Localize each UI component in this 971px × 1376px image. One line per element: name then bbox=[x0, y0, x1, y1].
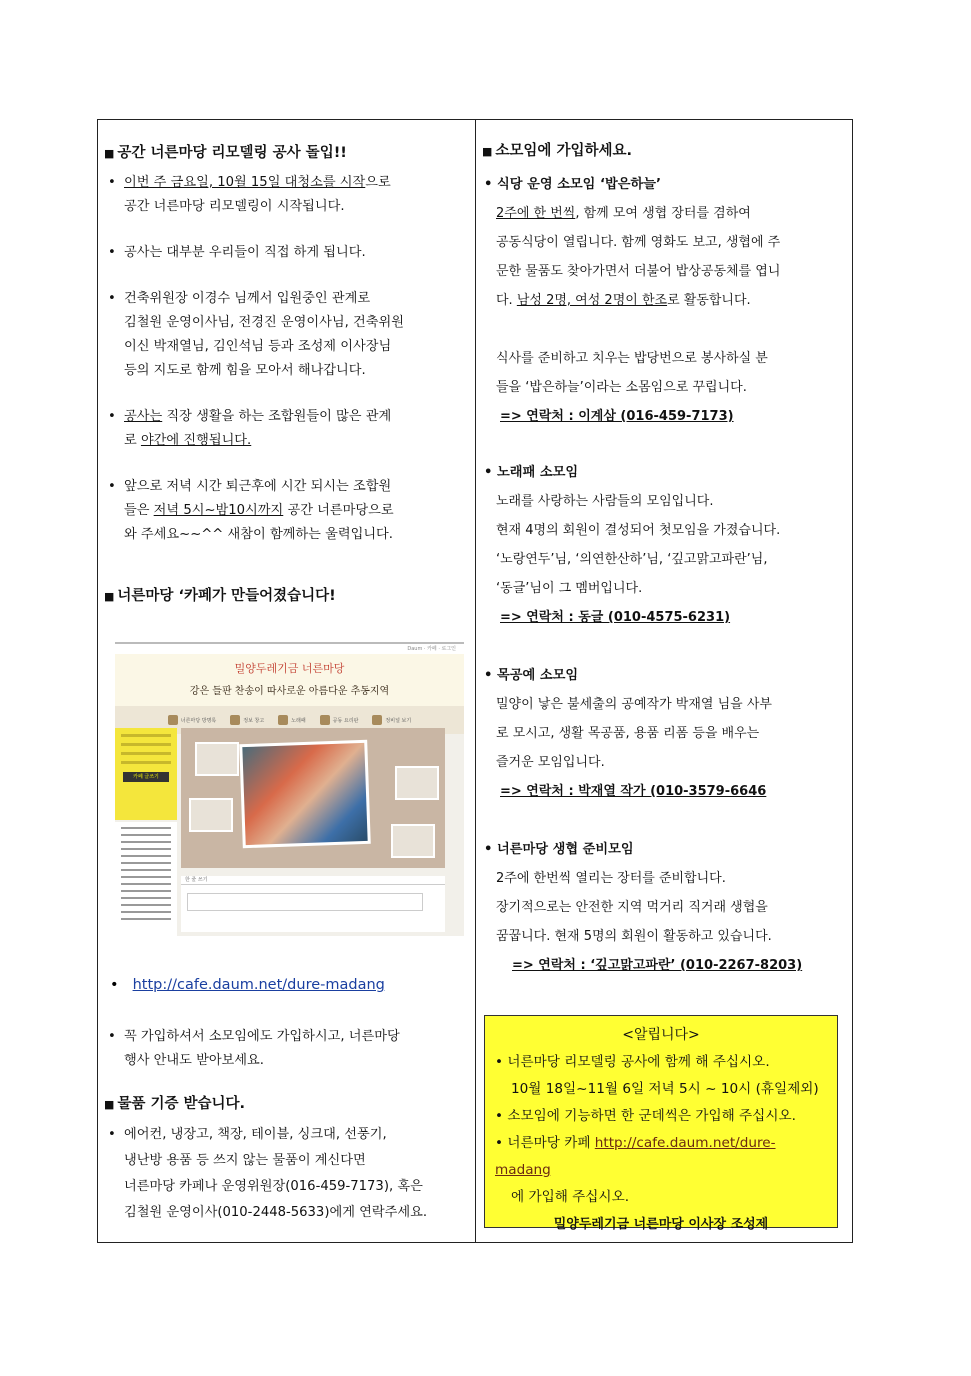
list-item: • 공사는 직장 생활을 하는 조합원들이 많은 관계 로 야간에 진행됩니다. bbox=[108, 409, 392, 448]
oneline-input[interactable] bbox=[187, 893, 423, 911]
contact-woodcraft: => 연락처 : 박재열 작가 (010-3579-6646 bbox=[500, 784, 767, 799]
cafe-menu-item[interactable]: 너른마당 방명록 bbox=[168, 715, 216, 725]
contact-dining: => 연락처 : 이계삼 (016-459-7173) bbox=[500, 409, 734, 424]
right-column bbox=[482, 136, 846, 980]
menu-icon bbox=[278, 715, 288, 725]
collage-photo bbox=[189, 798, 233, 832]
notice-cafe-link[interactable]: http://cafe.daum.net/dure-madang bbox=[495, 1135, 776, 1178]
menu-icon bbox=[168, 715, 178, 725]
notice-item: • 소모임에 기능하면 한 군데씩은 가입해 주십시오. bbox=[495, 1108, 796, 1124]
section-title-remodeling: ■ 공간 너른마당 리모델링 공사 돌입!! bbox=[104, 145, 347, 161]
list-item: • 건축위원장 이경수 님께서 입원중인 관계로 김철원 운영이사님, 전경진 운영이사님, 건축위원 이신 박재열님, 김인석님 등과 조성제 이사장님 등의 지도로 함께 힘을 모아서 해나갑니다. bbox=[108, 291, 404, 378]
notice-item: • 너른마당 리모델링 공사에 함께 해 주십시오. bbox=[495, 1054, 770, 1070]
group-desc: 2주에 한번씩 열리는 장터를 준비합니다. 장기적으로는 안전한 지역 먹거리 직거래 생협을 꿈꿉니다. 현재 5명의 회원이 활동하고 있습니다. bbox=[496, 871, 772, 944]
cafe-profile-panel bbox=[115, 728, 177, 820]
cafe-menu-item[interactable]: 노래패 bbox=[278, 715, 306, 725]
cafe-link-item: • http://cafe.daum.net/dure-madang bbox=[110, 977, 385, 993]
menu-icon bbox=[320, 715, 330, 725]
notice-item: • 너른마당 카페 http://cafe.daum.net/dure-madang bbox=[495, 1135, 776, 1178]
collage-photo bbox=[391, 824, 435, 858]
cafe-menu-item[interactable]: 정보 창고 bbox=[230, 715, 264, 725]
notice-title: <알립니다> bbox=[622, 1027, 700, 1043]
left-column bbox=[104, 136, 468, 608]
cafe-menu-item[interactable]: 공동 요리판 bbox=[320, 715, 359, 725]
cafe-menu-item[interactable]: 정비널 보기 bbox=[372, 715, 411, 725]
left-column-lower bbox=[104, 1025, 468, 1226]
collage-photo bbox=[195, 742, 239, 776]
menu-icon bbox=[372, 715, 382, 725]
group-desc: 식사를 준비하고 치우는 밥당번으로 봉사하실 분 들을 ‘밥은하늘’이라는 소몸임으로 꾸립니다. bbox=[496, 351, 768, 395]
cafe-link[interactable]: http://cafe.daum.net/dure-madang bbox=[132, 977, 385, 993]
section-title-groups: ■ 소모임에 가입하세요. bbox=[482, 143, 633, 159]
cafe-board-list bbox=[115, 822, 177, 936]
notice-item-detail: 10월 18일~11월 6일 저녁 5시 ~ 10시 (휴일제외) bbox=[511, 1081, 819, 1097]
list-item: • 이번 주 금요일, 10월 15일 대청소를 시작으로 공간 너른마당 리모델링이 시작됩니다. bbox=[108, 175, 391, 214]
cafe-slogan: 강은 들판 찬송이 따사로운 아름다운 추동지역 bbox=[189, 686, 390, 697]
notice-signature: 밀양두레기금 너른마당 이사장 조성제 bbox=[553, 1217, 769, 1232]
list-item: • 에어컨, 냉장고, 책장, 테이블, 싱크대, 선풍기, 냉난방 용품 등 쓰지 않는 물품이 계신다면 너른마당 카페나 운영위원장(016-459-7173), 혹은 김철원 운영이사(010-2448-5633)에게 연락주세요. bbox=[108, 1127, 428, 1220]
group-title-coop: • 너른마당 생협 준비모임 bbox=[484, 842, 634, 857]
contact-coop: => 연락처 : ‘깊고맑고파란’ (010-2267-8203) bbox=[512, 958, 803, 973]
group-title-woodcraft: • 목공예 소모임 bbox=[484, 668, 579, 683]
contact-singing: => 연락처 : 동글 (010-4575-6231) bbox=[500, 610, 731, 625]
cafe-screenshot bbox=[115, 642, 464, 936]
notice-item-detail: 에 가입해 주십시오. bbox=[511, 1189, 630, 1205]
collage-photo bbox=[395, 766, 439, 800]
cafe-banner bbox=[115, 654, 464, 706]
group-title-singing: • 노래패 소모임 bbox=[484, 465, 579, 480]
column-divider bbox=[475, 119, 476, 1243]
group-desc: 노래를 사랑하는 사람들의 모임입니다. 현재 4명의 회원이 결성되어 첫모임을 가졌습니다. ‘노랑연두’님, ‘의연한산하’님, ‘깊고맑고파란’님, ‘동글’님이 그 멤버입니다. bbox=[496, 494, 781, 596]
cafe-photo-collage bbox=[181, 728, 445, 868]
group-desc: 밀양이 낳은 불세출의 공예작가 박재열 님을 사부 로 모시고, 생활 목공품, 용품 리폼 등을 배우는 즐거운 모임입니다. bbox=[496, 697, 772, 770]
list-item: • 앞으로 저녁 시간 퇴근후에 시간 되시는 조합원 들은 저녁 5시~밤10시까지 공간 너른마당으로 와 주세요~~^^ 새참이 함께하는 울력입니다. bbox=[108, 479, 394, 542]
board-label: 한 줄 쓰기 bbox=[181, 876, 445, 885]
list-item: • 꼭 가입하셔서 소모임에도 가입하시고, 너른마당 행사 안내도 받아보세요. bbox=[108, 1029, 400, 1068]
children-photo bbox=[239, 740, 371, 848]
list-item: • 공사는 대부분 우리들이 직접 하게 됩니다. bbox=[108, 245, 366, 260]
notice-box bbox=[484, 1015, 838, 1232]
cafe-oneline-board bbox=[181, 876, 445, 932]
cafe-topbar: Daum · 카페 · 로그인 bbox=[115, 644, 464, 654]
section-title-cafe: ■ 너른마당 ‘카페가 만들어졌습니다! bbox=[104, 588, 336, 604]
section-title-donation: ■ 물품 기증 받습니다. bbox=[104, 1096, 246, 1112]
group-title-dining: • 식당 운영 소모임 ‘밥은하늘’ bbox=[484, 177, 661, 192]
group-desc: 2주에 한 번씩, 함께 모여 생협 장터를 겸하여 공동식당이 열립니다. 함께 영화도 보고, 생협에 주 문한 물품도 찾아가면서 더불어 밥상공동체를 엽니 다. 남성 2명, 여성 2명이 한조로 활동합니다. bbox=[496, 206, 781, 308]
menu-icon bbox=[230, 715, 240, 725]
cafe-write-button[interactable]: 카페 글쓰기 bbox=[123, 772, 169, 782]
cafe-title: 밀양두레기금 너른마당 bbox=[234, 662, 345, 675]
